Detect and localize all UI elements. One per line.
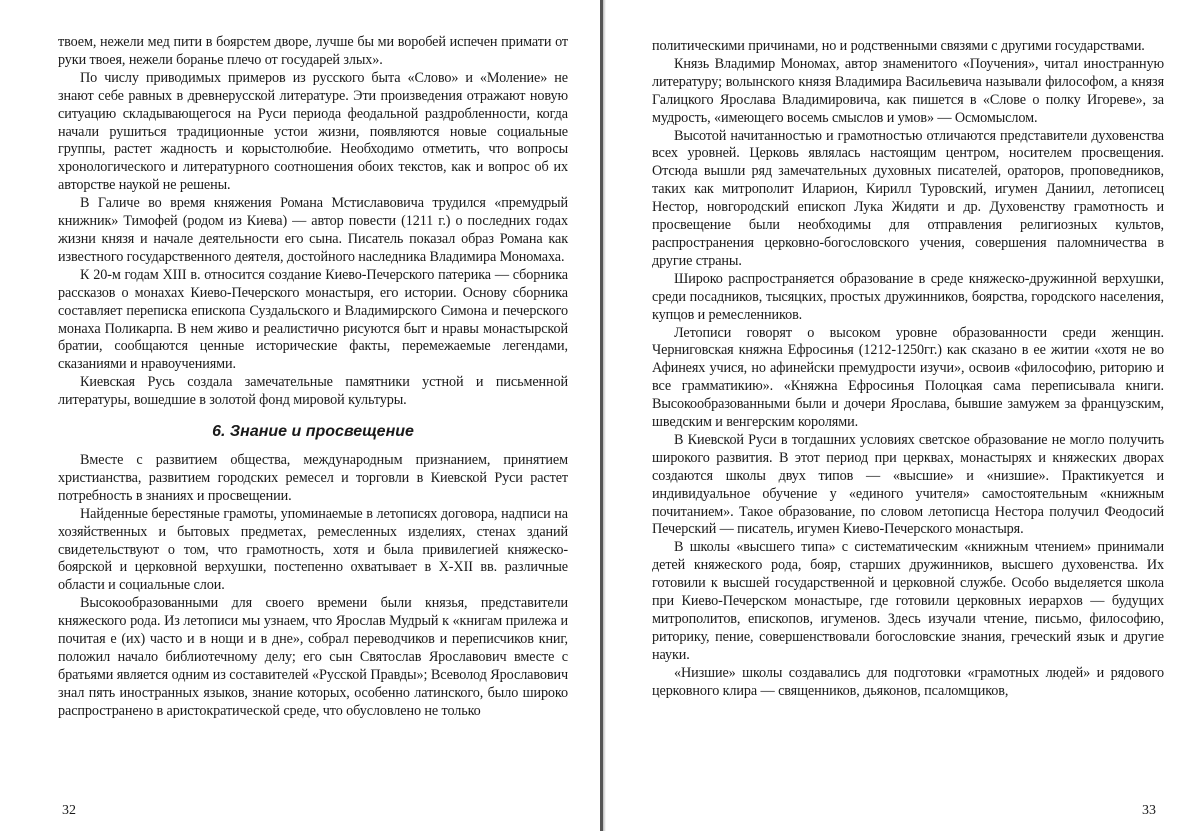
page-number-left: 32 <box>62 803 76 818</box>
left-page-text-top <box>58 34 568 410</box>
paragraph: Вместе с развитием общества, международным признанием, принятием христианства, развитием городских ремесел и торговли в Киевской Руси растет потребность в знаниях и просвещении. <box>58 452 568 504</box>
book-spine <box>600 0 603 831</box>
right-page <box>606 0 1200 831</box>
paragraph: Высокообразованными для своего времени были князья, представители княжеского рода. Из летописи мы узнаем, что Ярослав Мудрый к «книгам прилежа и почитая е (их) часто и в нощи и в дне», собрал переводчиков и переписчиков книг, положил начало библиотечному делу; его сын Святослав Ярославович вместе с братьями является одним из составителей «Русской Правды»; Всеволод Ярославович знал пять иностранных языков, знание которых, особенно латинского, было широко распространено в аристократической среде, что обусловлено не только <box>58 595 568 719</box>
paragraph: Летописи говорят о высоком уровне образованности среди женщин. Черниговская княжна Ефросинья (1212-1250гг.) как сказано в ее житии «хотя не во Афинеях учися, но афинейски премудрости изучи», освоив «философию, риторию и все грамматикию». «Княжна Ефросинья Полоцкая сама переписывала книги. Высокообразованными были и дочери Ярослава, бывшие замужем за французским, шведским и венгерским королями. <box>652 324 1164 431</box>
paragraph: К 20-м годам XIII в. относится создание Киево-Печерского патерика — сборника рассказов о монахах Киево-Печерского монастыря, его истории. Основу сборника составляет переписка епископа Суздальского и Владимирского Симона и печерского монаха Поликарпа. В нем живо и реалистично рисуются быт и нравы монастырской братии, сообщаются ценные исторические факты, перемежаемые легендами, сказаниями и нравоучениями. <box>58 266 568 373</box>
paragraph: В Киевской Руси в тогдашних условиях светское образование не могло получить широкого развития. В этот период при церквах, монастырях и княжеских дворах создаются школы двух типов — «высшие» и «низшие». Практикуется и индивидуальное обучение у «единого учителя» самостоятельным «книжным почитанием». Такое образование, по словом летописца Нестора получил Феодосий Печерский — писатель, игумен Киево-Печерского монастыря. <box>652 431 1164 538</box>
paragraph: В Галиче во время княжения Романа Мстиславовича трудился «премудрый книжник» Тимофей (родом из Киева) — автор повести (1211 г.) о последних годах жизни князя и начале деятельности его сына. Писатель показал образ Романа как известного государственного деятеля, достойного наследника Владимира Мономаха. <box>58 195 568 265</box>
paragraph: По числу приводимых примеров из русского быта «Слово» и «Моление» не знают себе равных в древнерусской литературе. Эти произведения отражают новую ситуацию складывающегося на Руси периода феодальной раздробленности, когда начали рушиться традиционные устои жизни, появляются новые социальные группы, растет жадность и корыстолюбие. Необходимо отметить, что вопросы хронологического и литературного соотношения обоих текстов, как и вопрос об их авторстве наукой не решены. <box>58 69 568 194</box>
paragraph: Найденные берестяные грамоты, упоминаемые в летописях договора, надписи на хозяйственных и бытовых предметах, ремесленных изделиях, стенах зданий свидетельствуют о том, что грамотность, хотя и была привилегией княжеско-боярской и церковной верхушки, постепенно охватывает в X-XII вв. различные области и социальные слои. <box>58 505 568 594</box>
right-page-text <box>652 38 1164 701</box>
paragraph: Широко распространяется образование в среде княжеско-дружинной верхушки, среди посадников, тысяцких, простых дружинников, боярства, городского населения, купцов и ремесленников. <box>652 270 1164 323</box>
paragraph: Высотой начитанностью и грамотностью отличаются представители духовенства всех уровней. Церковь являлась настоящим центром, носителем просвещения. Отсюда вышли ряд замечательных духовных писателей, ораторов, проповедников, таких как митрополит Иларион, Кирилл Туровский, игумен Даниил, летописец Нестор, новгородский епископ Лука Жидяти и др. Духовенству грамотность и просвещение были необходимы для отправления религиозных культов, распространения церковно-богословского учения, совершения паломничества в другие страны. <box>652 127 1164 269</box>
paragraph: Князь Владимир Мономах, автор знаменитого «Поучения», читал иностранную литературу; волынского князя Владимира Васильевича называли философом, а князя Галицкого Ярослава Владимировича, как пишется в «Слове о полку Игореве», за мудрость, «имеющего восемь смыслов и умов» — Осмомыслом. <box>652 55 1164 126</box>
paragraph: политическими причинами, но и родственными связями с другими государствами. <box>652 38 1145 54</box>
paragraph: твоем, нежели мед пити в боярстем дворе, лучше бы ми воробей испечен примати от руки твоея, нежели боранье плечо от государей злых». <box>58 34 568 68</box>
paragraph: Киевская Русь создала замечательные памятники устной и письменной литературы, вошедшие в золотой фонд мировой культуры. <box>58 374 568 409</box>
section-heading: 6. Знание и просвещение <box>212 423 414 441</box>
paragraph: В школы «высшего типа» с систематическим «книжным чтением» принимали детей княжеского рода, бояр, старших дружинников, высшего духовенства. Их готовили к высшей государственной и церковной службе. Особо выделяется школа при Киево-Печерском монастыре, где готовили церковных иерархов — будущих митрополитов, епископов, игуменов. Здесь изучали чтение, письмо, философию, риторику, пение, совершенствовали богословские знания, греческий язык и другие науки. <box>652 539 1164 663</box>
paragraph: «Низшие» школы создавались для подготовки «грамотных людей» и рядового церковного клира — священников, дьяконов, псаломщиков, <box>652 664 1164 699</box>
left-page-text-bottom <box>58 452 568 721</box>
page-number-right: 33 <box>1142 803 1156 818</box>
